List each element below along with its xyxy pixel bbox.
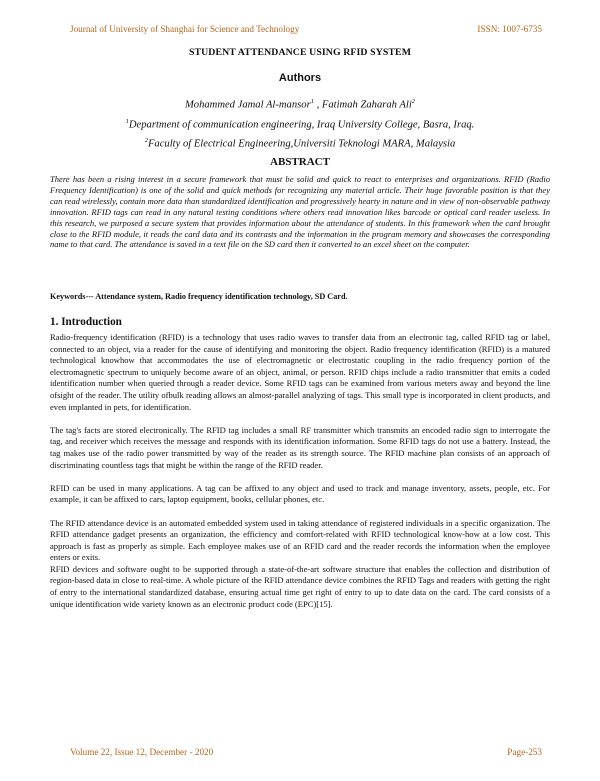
paragraph: RFID devices and software ought to be supported through a state-of-the-art software structure that enables the collection and distribution of region-based data in close to real-time. A whole picture of the RFID attendance device combines the RFID Tags and readers with getting the right of entry to the international standardized database, ensuring actual time get right of entry to up to date data on the card. The card consists of a unique identification wide variety known as an electronic product code (EPC)[15].: [50, 563, 550, 609]
paragraph: Radio-frequency identification (RFID) is a technology that uses radio waves to transfer data from an electronic tag, called RFID tag or label, connected to an object, via a reader for the cause of identifying and monitoring the object. Radio frequency identification (RFID) is a matured technological knowhow that accommodates the use of electromagnetic or electrostatic coupling in the radio frequency portion of the electromagnetic spectrum to uniquely become aware of an object, animal, or person. RFID chips include a radio transmitter that emits a coded identification number when queried through a reader device. Some RFID tags can be examined from various meters away and beyond the line ofsight of the reader. The utility ofbulk reading allows an almost-parallel analyzing of tags. This small type is incorporated in client products, and even implanted in pets, for identification.: [50, 332, 550, 412]
running-header: [50, 24, 550, 38]
volume-info: Volume 22, Issue 12, December - 2020: [70, 747, 214, 757]
keywords: Keywords--- Attendance system, Radio frequency identification technology, SD Card.: [50, 292, 348, 301]
paragraph: The tag's facts are stored electronically. The RFID tag includes a small RF transmitter which transmits an encoded radio sign to interrogate the tag, and receiver which receives the message and responds with its identification information. Some RFID tags do not use a battery. Instead, the tag makes use of the radio power transmitted by way of the reader as its strength source. The RFID machine plan consists of an approach of discriminating countless tags that might be within the range of the RFID reader.: [50, 424, 550, 470]
affiliation-2-mark: 2: [144, 137, 148, 145]
journal-name: Journal of University of Shanghai for Science and Technology: [70, 24, 300, 34]
author-block: [0, 94, 600, 153]
author-separator: ,: [313, 99, 322, 111]
affiliation-1-text: Department of communication engineering, Iraq University College, Basra, Iraq.: [128, 119, 475, 131]
author-1-mark: 1: [310, 98, 314, 105]
authors-heading: Authors: [278, 72, 322, 84]
paper-title: STUDENT ATTENDANCE USING RFID SYSTEM: [188, 47, 412, 58]
section-heading-introduction: 1. Introduction: [50, 316, 122, 328]
affiliation-1: [0, 114, 600, 134]
paragraph: The RFID attendance device is an automated embedded system used in taking attendance of registered individuals in a specific organization. The RFID attendance gadget presents an organization, the efficiency and comfort-related with RFID technological know-how at a low cost. This approach is fast as properly as simple. Each employee makes use of an RFID card and the reader records the information when the employee enters or exits.: [50, 517, 550, 563]
abstract-heading: ABSTRACT: [270, 156, 330, 168]
issn: ISSN: 1007-6735: [477, 24, 542, 34]
page-number: Page-253: [507, 747, 542, 757]
author-2: Fatimah Zaharah Ali: [321, 99, 412, 111]
abstract-text: There has been a rising interest in a secure framework that must be solid and quick to react to enterprises and organizations. RFID (Radio Frequency Identification) is one of the solid and quick methods for recognizing any material article. Their huge favorable position is that they can read wirelessly, contain more data than standardized identification and progressively hearty in nature and in view of non-observable pathway innovation. RFID tags can read in any natural testing conditions where others read innovation likes barcode or optical card reader useless. In this research, we purposed a secure system that provides information about the attendance of students. In this framework when the card brought close to the RFID module, it reads the card data and its contrasts and the information in the program memory and showcases the corresponding name to that card. The attendance is saved in a text file on the SD card then it converted to an excel sheet on the computer.: [50, 174, 550, 250]
body-text: [50, 332, 550, 622]
author-line: [0, 94, 600, 114]
author-2-mark: 2: [411, 98, 416, 105]
paragraph: RFID can be used in many applications. A tag can be affixed to any object and used to track and manage inventory, assets, people, etc. For example, it can be affixed to cars, laptop equipment, books, cellular phones, etc.: [50, 482, 550, 505]
affiliation-2-text: Faculty of Electrical Engineering,Universiti Teknologi MARA, Malaysia: [147, 138, 456, 150]
affiliation-2: [0, 133, 600, 153]
affiliation-1-mark: 1: [125, 117, 129, 125]
author-1: Mohammed Jamal Al-mansor: [184, 99, 311, 111]
